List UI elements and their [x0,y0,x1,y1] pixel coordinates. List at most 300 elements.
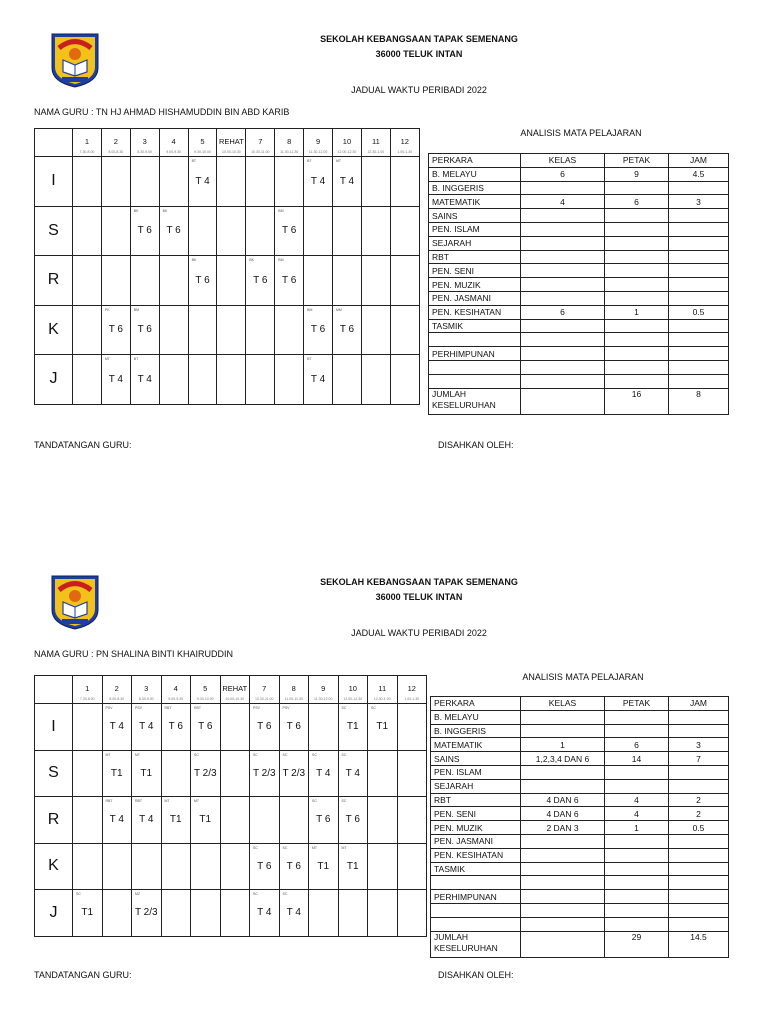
analysis-header-row [431,697,729,711]
subject-name: PEN. MUZIK [431,821,521,835]
timetable-cell [368,797,398,844]
analysis-value [521,710,605,724]
class-label: T 4 [139,721,154,733]
class-label: T1 [140,767,153,779]
timetable-cell [250,704,280,751]
analysis-header: JAM [669,697,729,711]
timetable-cell [220,704,250,751]
period-number: 10 [342,137,352,146]
period-header [390,129,419,157]
class-label: T 6 [345,814,360,826]
class-label: T 6 [282,225,297,237]
period-time: 10.30-11.00 [251,150,270,154]
timetable-cell [368,704,398,751]
period-header [73,676,103,704]
period-header [368,676,398,704]
corner-cell [35,676,73,704]
timetable-cell [191,750,221,797]
class-label: T 6 [286,860,301,872]
analysis-value [669,834,729,848]
total-label [429,388,521,414]
timetable-cell [130,305,159,355]
analysis-value [521,360,605,374]
subject-code: BM [133,307,140,312]
analysis-value [521,347,605,361]
subject-name: PEN. SENI [431,807,521,821]
analysis-row [429,181,729,195]
analysis-value [669,319,729,333]
analysis-value [521,890,605,904]
day-label: S [35,750,73,797]
analysis-value: 1 [605,305,669,319]
class-label: T1 [376,721,389,733]
analysis-value [669,264,729,278]
teacher-signature-label: TANDATANGAN GURU: [34,440,132,450]
analysis-value [669,779,729,793]
period-time: 7.30-8.00 [79,697,95,701]
analysis-title: ANALISIS MATA PELAJARAN [522,672,644,682]
subject-code: SC [341,752,347,757]
analysis-header: PERKARA [431,697,521,711]
analysis-value [521,264,605,278]
analysis-row [431,710,729,724]
period-time: 9.30-10.00 [194,150,211,154]
subject-code: SC [253,752,258,757]
timetable-cell [304,206,333,256]
period-number: 10 [348,684,357,693]
period-number: REHAT [222,684,248,693]
class-label: T 4 [137,373,152,385]
timetable-cell [275,157,304,207]
timetable-cell [101,206,130,256]
day-label: J [35,355,73,405]
analysis-value: 1 [521,738,605,752]
subject-name [429,333,521,347]
period-time: 12.30-1.00 [373,697,391,701]
period-number: 1 [84,137,90,146]
period-header [246,129,275,157]
timetable-cell [368,843,398,890]
timetable-cell [161,843,191,890]
analysis-value [521,862,605,876]
period-header-row [35,129,420,157]
timetable-cell [390,256,419,306]
period-time: 10.00-10.30 [225,697,245,701]
day-row [35,704,427,751]
timetable-cell [73,256,102,306]
subject-code: SC [341,799,347,803]
timetable-cell [250,890,280,937]
analysis-value [605,862,669,876]
subject-name: PEN. SENI [429,264,521,278]
timetable-cell [338,750,368,797]
analysis-value: 4.5 [669,167,729,181]
teacher-name: NAMA GURU : TN HJ AHMAD HISHAMUDDIN BIN ABD KARIB [34,107,290,117]
analysis-row [431,779,729,793]
timetable-cell [220,750,250,797]
analysis-value [521,181,605,195]
analysis-value [669,724,729,738]
timetable-grid [34,675,427,937]
class-label: T 4 [310,175,326,187]
period-time: 8.30-9.00 [138,697,154,701]
period-header [130,129,159,157]
timetable-cell [73,797,103,844]
timetable-cell [191,843,221,890]
analysis-value [605,264,669,278]
timetable-cell [220,890,250,937]
subject-code: BK [133,208,139,213]
analysis-table [428,153,729,415]
analysis-value [605,876,669,890]
timetable-cell [333,157,362,207]
subject-name: B. INGGERIS [431,724,521,738]
analysis-value [669,890,729,904]
class-label: T 6 [198,721,213,733]
class-label: T 6 [137,225,152,237]
analysis-value [669,903,729,917]
timetable-cell [361,355,390,405]
analysis-title: ANALISIS MATA PELAJARAN [520,128,642,138]
timetable-cell [338,704,368,751]
document-title: JADUAL WAKTU PERIBADI 2022 [351,85,487,95]
timetable-grid [34,128,420,405]
subject-code: PSV [135,706,143,710]
timetable-cell [159,157,188,207]
timetable-cell [397,750,427,797]
timetable-cell [361,206,390,256]
timetable-cell [250,843,280,890]
period-number: 12 [400,137,409,146]
analysis-row [431,890,729,904]
class-label: T 2/3 [193,767,217,779]
analysis-value: 1 [605,821,669,835]
day-row [35,355,420,405]
timetable-cell [220,843,250,890]
day-row [35,890,427,937]
timetable-cell [333,206,362,256]
class-label: T 6 [310,324,326,336]
class-label: T 4 [139,814,154,826]
analysis-total-row [429,388,729,414]
school-name: SEKOLAH KEBANGSAAN TAPAK SEMENANG [320,34,518,44]
period-header [250,676,280,704]
analysis-value: 4 [521,195,605,209]
timetable-cell [102,843,132,890]
total-kelas [521,388,605,414]
analysis-value [669,917,729,931]
subject-code: MT [104,357,110,361]
analysis-header-row [429,154,729,168]
day-row [35,305,420,355]
analysis-value [669,236,729,250]
subject-code: SC [282,752,288,757]
analysis-total-row [431,931,729,957]
timetable-cell [132,890,162,937]
period-number: 5 [200,137,205,146]
analysis-value [521,724,605,738]
timetable-cell [250,797,280,844]
analysis-value [605,848,669,862]
timetable-cell [275,256,304,306]
timetable-cell [397,704,427,751]
period-time: 12.30-1.00 [367,150,385,154]
subject-code: BT [307,357,312,361]
timetable-cell [279,750,309,797]
subject-code: BT [307,159,312,163]
subject-code: SC [371,706,376,710]
subject-code: MT [164,799,170,803]
class-label: T 6 [257,860,272,872]
period-header [220,676,250,704]
timetable-cell [390,305,419,355]
timetable-cell [304,157,333,207]
period-time: 8.00-8.30 [108,150,124,154]
subject-code: SC [282,892,288,896]
day-row [35,256,420,306]
period-number: 12 [407,684,416,693]
subject-code: SC [194,752,199,757]
timetable-cell [333,256,362,306]
analysis-row [431,917,729,931]
analysis-value: 6 [521,305,605,319]
class-label: T 6 [108,324,123,336]
timetable-cell [304,355,333,405]
analysis-value [605,834,669,848]
analysis-value [669,765,729,779]
total-petak: 29 [605,931,669,957]
timetable-cell [191,890,221,937]
analysis-header: PETAK [605,154,669,168]
class-label: T1 [346,860,359,872]
subject-name: PEN. MUZIK [429,278,521,292]
class-label: T 6 [339,324,355,336]
timetable-cell [397,797,427,844]
analysis-value [521,333,605,347]
timetable-cell [73,355,102,405]
subject-code: PSV [105,706,113,710]
analysis-value: 2 DAN 3 [521,821,605,835]
document-title: JADUAL WAKTU PERIBADI 2022 [351,628,487,638]
timetable-cell [246,256,275,306]
analysis-row [429,250,729,264]
timetable-cell [279,843,309,890]
day-label: S [35,206,73,256]
analysis-value [605,319,669,333]
period-time: 8.00-8.30 [109,697,125,701]
class-label: T 6 [257,721,272,733]
day-label: K [35,843,73,890]
class-label: T1 [346,721,359,733]
subject-code: RBT [164,706,172,710]
analysis-row [431,724,729,738]
day-label: K [35,305,73,355]
day-label: R [35,256,73,306]
timetable-cell [191,797,221,844]
timetable-cell [161,750,191,797]
analysis-row [429,195,729,209]
class-label: T1 [81,907,94,919]
analysis-value [521,374,605,388]
subject-name: MATEMATIK [431,738,521,752]
period-header [304,129,333,157]
analysis-value [521,917,605,931]
analysis-row [431,807,729,821]
timetable-cell [130,206,159,256]
timetable-cell [275,355,304,405]
period-header [275,129,304,157]
timetable-cell [102,890,132,937]
timetable-cell [250,750,280,797]
timetable-cell [338,797,368,844]
analysis-row [431,821,729,835]
period-header [132,676,162,704]
analysis-value [605,724,669,738]
day-row [35,843,427,890]
total-label-line-2: KESELURUHAN [432,399,496,410]
class-label: T 4 [316,767,331,779]
timetable-cell [159,206,188,256]
timetable-cell [361,157,390,207]
analysis-value [605,917,669,931]
timetable-cell [130,355,159,405]
analysis-value: 6 [521,167,605,181]
timetable-cell [101,305,130,355]
timetable-cell [309,750,339,797]
school-address: 36000 TELUK INTAN [375,592,463,602]
period-time: 11.00-11.30 [284,697,303,701]
analysis-value [605,360,669,374]
analysis-row [431,903,729,917]
period-time: 12.00-12.30 [343,697,363,701]
timetable-cell [390,157,419,207]
analysis-value [669,360,729,374]
timetable-cell [309,843,339,890]
timetable-cell [217,206,246,256]
timetable-cell [130,256,159,306]
analysis-row [429,236,729,250]
period-header-row [35,676,427,704]
timetable-cell [188,206,217,256]
analysis-value [669,222,729,236]
period-header [188,129,217,157]
period-header [161,676,191,704]
analysis-value: 3 [669,738,729,752]
analysis-value: 2 [669,807,729,821]
period-number: 7 [258,137,263,146]
analysis-value [521,765,605,779]
total-label-line-1: JUMLAH [432,388,467,399]
period-number: 8 [291,684,296,693]
timetable-cell [73,704,103,751]
timetable-cell [279,704,309,751]
timetable-cell [132,843,162,890]
analysis-value [521,250,605,264]
subject-code: RBT [105,799,113,803]
timetable-cell [275,206,304,256]
subject-code: PSV [253,706,261,710]
subject-name: SAINS [431,752,521,766]
class-label: T 4 [257,907,272,919]
timetable-cell [217,355,246,405]
analysis-row [431,793,729,807]
timetable-cell [361,305,390,355]
class-label: T 4 [345,767,360,779]
analysis-row [431,752,729,766]
subject-code: MT [341,845,347,850]
analysis-value: 6 [605,738,669,752]
analysis-value [605,236,669,250]
class-label: T1 [199,814,212,826]
timetable-cell [73,843,103,890]
timetable-cell [304,305,333,355]
class-label: T1 [110,767,123,779]
analysis-value [521,848,605,862]
analysis-value: 0.5 [669,821,729,835]
timetable-cell [397,890,427,937]
class-label: T 2/3 [134,907,158,919]
period-number: 4 [171,137,176,146]
analysis-value [605,903,669,917]
class-label: T 6 [282,274,297,286]
subject-name: PERHIMPUNAN [431,890,521,904]
analysis-value [521,876,605,890]
subject-code: SC [282,845,288,850]
class-label: T 6 [195,274,210,286]
timetable-cell [279,797,309,844]
class-label: T 6 [137,324,152,336]
timetable-cell [338,890,368,937]
class-label: T 2/3 [282,767,306,779]
day-label: I [35,704,73,751]
analysis-header: KELAS [521,154,605,168]
analysis-header: PETAK [605,697,669,711]
subject-code: SC [76,892,81,896]
analysis-value [521,209,605,223]
period-time: 11.30-12.00 [308,150,328,154]
total-petak: 16 [605,388,669,414]
class-label: T 6 [253,274,268,286]
subject-code: MT [312,845,318,850]
period-time: 9.00-9.30 [168,697,184,701]
subject-name [429,374,521,388]
period-header [217,129,246,157]
approved-by-label: DISAHKAN OLEH: [438,970,514,980]
school-address: 36000 TELUK INTAN [375,49,463,59]
timetable-cell [191,704,221,751]
class-label: T 2/3 [252,767,276,779]
period-time: 7.30-8.00 [79,150,95,154]
subject-name: PEN. ISLAM [429,222,521,236]
analysis-row [429,305,729,319]
timetable-cell [159,355,188,405]
subject-name: RBT [429,250,521,264]
subject-code: MT [105,752,111,757]
analysis-value [669,347,729,361]
subject-code: PK [104,307,110,312]
subject-name: SAINS [429,209,521,223]
period-header [309,676,339,704]
subject-name: PEN. JASMANI [429,291,521,305]
subject-code: SC [253,892,258,896]
timetable-cell [246,157,275,207]
timetable-cell [188,305,217,355]
class-label: T 4 [310,373,326,385]
period-number: REHAT [218,137,244,146]
subject-name [431,903,521,917]
period-number: 11 [378,684,387,693]
timetable-cell [73,206,102,256]
